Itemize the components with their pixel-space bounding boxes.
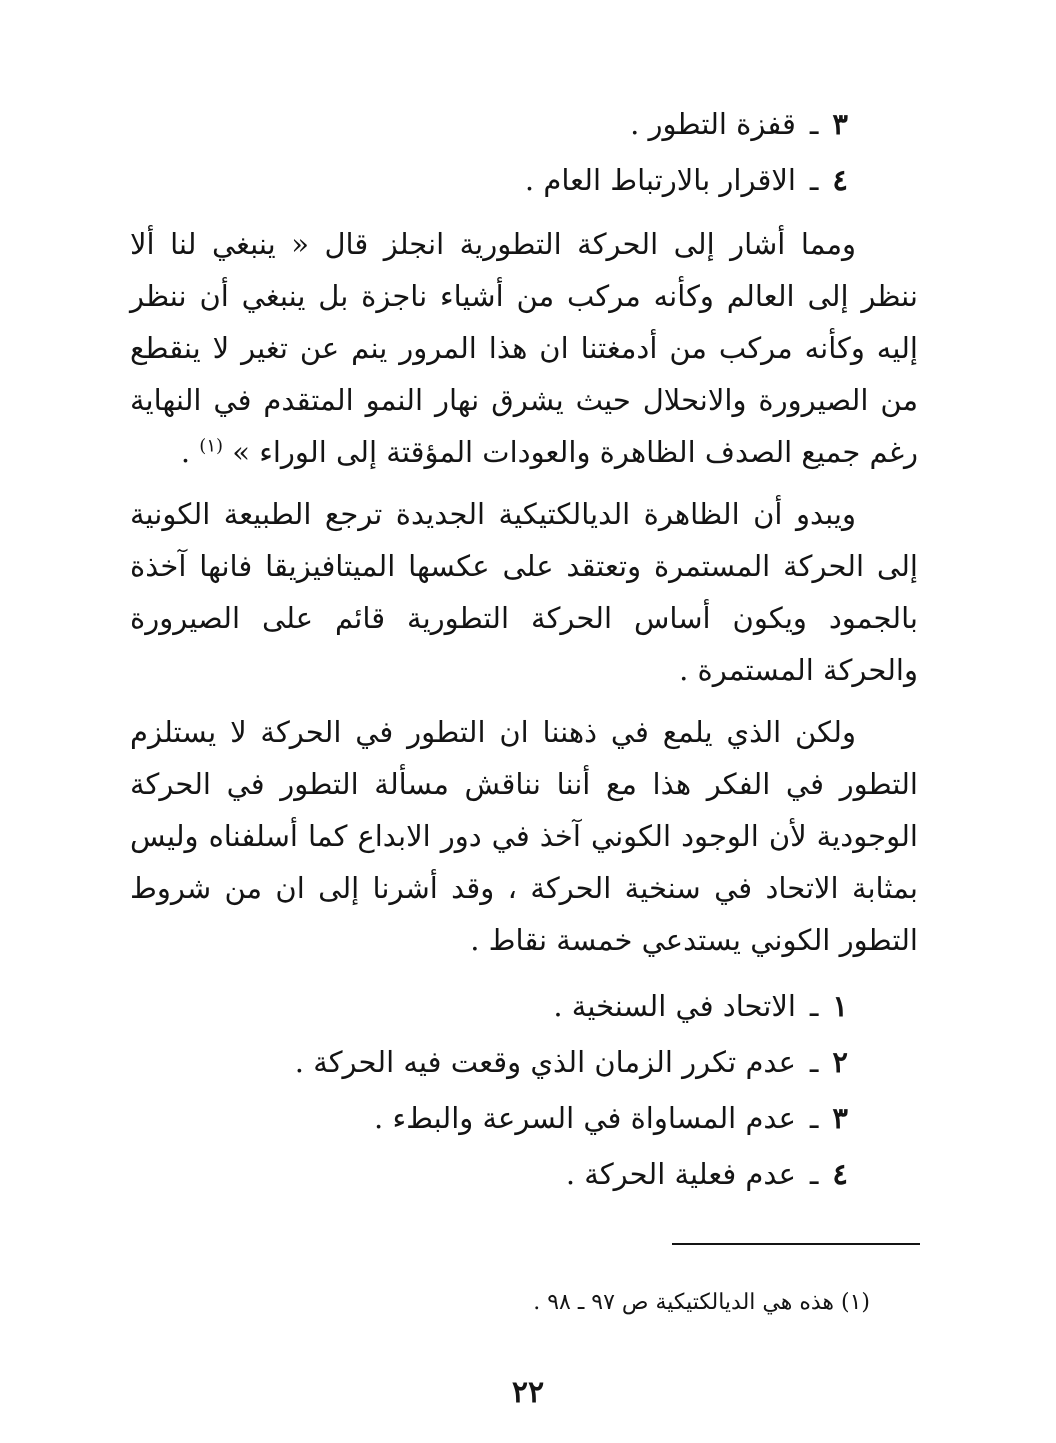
list-text: عدم تكرر الزمان الذي وقعت فيه الحركة . [294, 1045, 796, 1079]
list-dash: ـ [809, 1101, 819, 1135]
list-item [130, 1034, 918, 1090]
list-number: ٣ [832, 107, 848, 141]
list-dash: ـ [809, 163, 819, 197]
list-text: عدم فعلية الحركة . [565, 1157, 796, 1191]
paragraph-text: ولكن الذي يلمع في ذهننا ان التطور في الحركة لا يستلزم التطور في الفكر هذا مع أننا نناقش مسألة التطور في الحركة الوجودية لأن الوجود الكوني آخذ في دور الابداع كما أسلفناه وليس بمثابة الاتحاد في سنخية الحركة ، وقد أشرنا إلى ان من شروط التطور الكوني يستدعي خمسة نقاط . [130, 715, 918, 957]
page-number: ٢٢ [511, 1375, 545, 1410]
paragraph-tail: . [180, 435, 200, 469]
list-item [130, 152, 918, 208]
footnote-divider [672, 1243, 920, 1245]
list-number: ٢ [832, 1045, 848, 1079]
paragraph-dialectic [130, 488, 918, 696]
list-number: ٣ [832, 1101, 848, 1135]
list-item [130, 978, 918, 1034]
list-number: ٤ [832, 1157, 848, 1191]
list-item [130, 96, 918, 152]
paragraph-evolution [130, 706, 918, 966]
list-item [130, 1090, 918, 1146]
list-item [130, 1146, 918, 1202]
list-text: الاقرار بالارتباط العام . [524, 163, 796, 197]
list-text: قفزة التطور . [630, 107, 796, 141]
paragraph-text: ومما أشار إلى الحركة التطورية انجلز قال « ينبغي لنا ألا ننظر إلى العالم وكأنه مركب من أشياء ناجزة بل ينبغي أن ننظر إليه وكأنه مركب من أدمغتنا ان هذا المرور ينم عن تغير لا ينقطع من الصيرورة والانحلال حيث يشرق نهار النمو المتقدم في النهاية رغم جميع الصدف الظاهرة والعودات المؤقتة إلى الوراء » [130, 227, 918, 469]
list-dash: ـ [809, 107, 819, 141]
list-dash: ـ [809, 1157, 819, 1191]
list-dash: ـ [809, 989, 819, 1023]
list-number: ١ [832, 989, 848, 1023]
footnote: (١) هذه هي الديالكتيكية ص ٩٧ ـ ٩٨ . [533, 1290, 870, 1315]
footnote-reference[interactable]: (١) [199, 435, 224, 457]
list-dash: ـ [809, 1045, 819, 1079]
paragraph-text: ويبدو أن الظاهرة الديالكتيكية الجديدة ترجع الطبيعة الكونية إلى الحركة المستمرة وتعتقد على عكسها الميتافيزيقا فانها آخذة بالجمود ويكون أساس الحركة التطورية قائم على الصيرورة والحركة المستمرة . [130, 497, 918, 687]
paragraph-engels-quote [130, 218, 918, 478]
list-number: ٤ [832, 163, 848, 197]
page-body [130, 96, 918, 1202]
list-text: عدم المساواة في السرعة والبطء . [374, 1101, 796, 1135]
list-text: الاتحاد في السنخية . [553, 989, 796, 1023]
